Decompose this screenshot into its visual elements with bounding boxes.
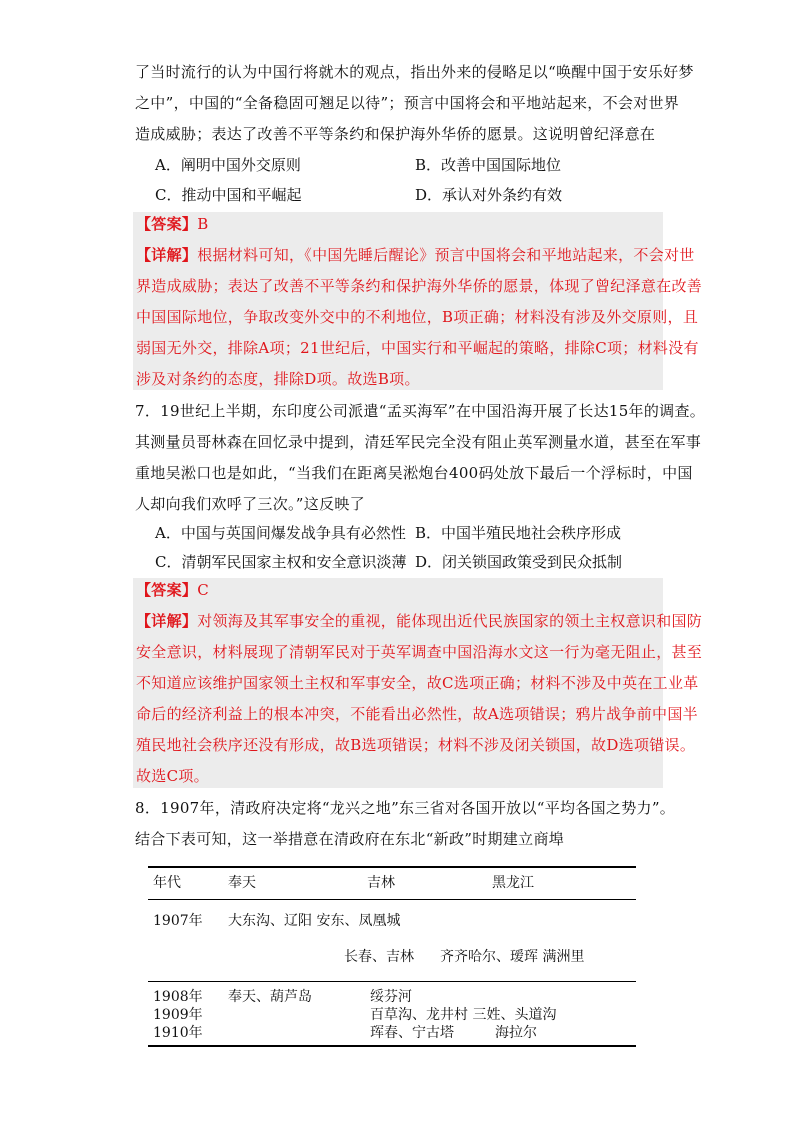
table-cell-jilin-1910: 珲春、宁古塔	[370, 1025, 454, 1041]
table-cell-year-1910: 1910年	[153, 1025, 203, 1041]
option-a: A．阐明中国外交原则	[155, 156, 301, 174]
table-header-rule	[148, 899, 636, 900]
table-header-year: 年代	[153, 875, 181, 891]
detail-line-5: 涉及对条约的态度，排除D项。故选B项。	[136, 370, 420, 388]
q7-line-4: 人却向我们欢呼了三次。”这反映了	[135, 495, 365, 513]
q7-option-c: C．清朝军民国家主权和安全意识淡薄	[155, 553, 407, 571]
q7-option-b: B．中国半殖民地社会秩序形成	[415, 524, 622, 542]
table-cell-heilongjiang-1910: 海拉尔	[495, 1025, 537, 1041]
q8-line-2: 结合下表可知，这一举措意在清政府在东北“新政”时期建立商埠	[135, 830, 565, 848]
q7-line-3: 重地吴淞口也是如此，“当我们在距离吴淞炮台400码处放下最后一个浮标时，中国	[135, 464, 693, 482]
answer-tag: 【答案】	[136, 215, 198, 233]
q7-option-a: A．中国与英国间爆发战争具有必然性	[155, 524, 406, 542]
intro-line-3: 造成威胁；表达了改善不平等条约和保护海外华侨的愿景。这说明曾纪泽意在	[135, 125, 656, 143]
q8-line-1: 8．1907年，清政府决定将“龙兴之地”东三省对各国开放以“平均各国之势力”。	[135, 799, 676, 817]
table-cell-heilongjiang-1907: 齐齐哈尔、瑷珲 满洲里	[440, 949, 585, 965]
answer-box	[133, 212, 703, 390]
table-header-fengtian: 奉天	[228, 875, 256, 891]
table-bottom-rule	[148, 1045, 636, 1047]
answer-tag: 【答案】	[136, 581, 198, 599]
detail-line-4: 命后的经济利益上的根本冲突，不能看出必然性，故A选项错误；鸦片战争前中国半	[136, 705, 698, 723]
detail-tag: 【详解】	[136, 246, 198, 264]
answer-line	[136, 580, 209, 600]
q7-option-d: D．闭关锁国政策受到民众抵制	[415, 553, 623, 571]
table-cell-jilin-1908: 绥芬河	[370, 989, 412, 1005]
q7-line-1: 7．19世纪上半期，东印度公司派遣“孟买海军”在中国沿海开展了长达15年的调查。	[135, 402, 706, 420]
detail-line-1	[136, 245, 695, 265]
table-cell-jilin-1907: 长春、吉林	[344, 949, 414, 965]
detail-line-6: 故选C项。	[136, 767, 209, 785]
answer-value: C	[197, 581, 209, 599]
answer-box-q7	[133, 578, 703, 788]
q7-line-2: 其测量员哥林森在回忆录中提到，清廷军民完全没有阻止英军测量水道，甚至在军事	[135, 433, 702, 451]
table-cell-year-1907: 1907年	[153, 913, 203, 929]
table-header-heilongjiang: 黑龙江	[492, 875, 534, 891]
table-header-jilin: 吉林	[367, 875, 395, 891]
detail-text: 根据材料可知，《中国先睡后醒论》预言中国将会和平地站起来，不会对世	[197, 246, 695, 264]
table-cell-jilin-1909: 百草沟、龙井村 三姓、头道沟	[370, 1007, 557, 1023]
detail-tag: 【详解】	[136, 612, 198, 630]
table-mid-rule	[148, 981, 636, 982]
detail-line-3: 不知道应该维护国家领土主权和军事安全，故C选项正确；材料不涉及中英在工业革	[136, 674, 699, 692]
table-cell-year-1909: 1909年	[153, 1007, 203, 1023]
detail-line-2: 界造成威胁；表达了改善不平等条约和保护海外华侨的愿景，体现了曾纪泽意在改善	[136, 277, 703, 295]
detail-line-4: 弱国无外交，排除A项；21世纪后，中国实行和平崛起的策略，排除C项；材料没有	[136, 339, 699, 357]
table-cell-year-1908: 1908年	[153, 989, 203, 1005]
detail-line-3: 中国国际地位，争取改变外交中的不利地位，B项正确；材料没有涉及外交原则，且	[136, 308, 699, 326]
detail-line-1	[136, 611, 702, 631]
answer-line	[136, 214, 209, 234]
option-b: B．改善中国国际地位	[415, 156, 562, 174]
table-cell-fengtian-1907: 大东沟、辽阳 安东、凤凰城	[228, 913, 401, 929]
detail-line-5: 殖民地社会秩序还没有形成，故B选项错误；材料不涉及闭关锁国，故D选项错误。	[136, 736, 696, 754]
detail-line-2: 安全意识，材料展现了清朝军民对于英军调查中国沿海水文这一行为毫无阻止，甚至	[136, 643, 703, 661]
intro-line-2: 之中”，中国的“全备稳固可翘足以待”；预言中国将会和平地站起来，不会对世界	[135, 94, 680, 112]
detail-text: 对领海及其军事安全的重视，能体现出近代民族国家的领土主权意识和国防	[197, 612, 703, 630]
option-c: C．推动中国和平崛起	[155, 186, 302, 204]
option-d: D．承认对外条约有效	[415, 186, 563, 204]
table-cell-fengtian-1908: 奉天、葫芦岛	[228, 989, 312, 1005]
table-top-rule	[148, 866, 636, 868]
answer-value: B	[197, 215, 209, 233]
intro-line-1: 了当时流行的认为中国行将就木的观点，指出外来的侵略足以“唤醒中国于安乐好梦	[135, 63, 694, 81]
